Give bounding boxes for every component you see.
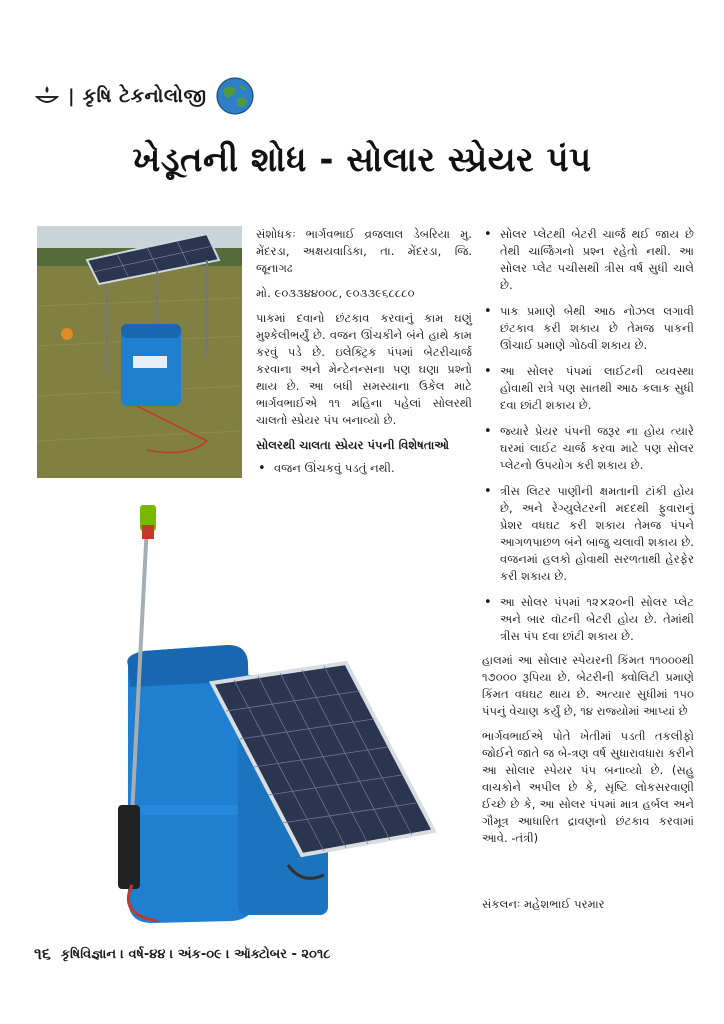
feature-item: • આ સોલર પંપમાં લાઈટની વ્યવસ્થા હોવાથી રાત્રે પણ સાતથી આઠ કલાક સુધી દવા છાંટી શકાય છે. (482, 363, 694, 414)
page-footer (34, 944, 694, 964)
features-list-right (482, 226, 694, 645)
section-header (34, 74, 255, 118)
feature-item: • જ્યારે પ્રેયર પંપની જરૂર ના હોય ત્યારે ઘરમાં લાઈટ ચાર્જ કરવા માટે પણ સોલર પ્લેટનો ઉપયોગ કરી શકાય છે. (482, 423, 694, 474)
compiler-credit: સંકલનઃ મહેશભાઈ પરમાર (482, 897, 605, 911)
globe-icon (215, 76, 255, 116)
features-heading: સોલરથી ચાલતા સ્પ્રેયર પંપની વિશેષતાઓ (256, 438, 450, 452)
section-label: કૃષિ ટેકનોલોજી (82, 85, 207, 107)
publication-info: કૃષિવિજ્ઞાન । વર્ષ-૪૪ । અંક-૦૯ । ઑક્ટોબર - ૨૦૧૮ (60, 946, 331, 962)
researcher-info: સંશોધકઃ ભાર્ગવભાઈ વ્રજલાલ ડેબરિયા મુ. મેંદરડા, અક્ષયવાડિકા, તા. મેંદરડા, જિ. જૂનાગઢ (256, 227, 472, 275)
header-separator: | (68, 85, 75, 107)
field-photo (37, 226, 242, 478)
price-paragraph: હાલમાં આ સોલાર સ્પેયરની કિંમત ૧૧૦૦૦થી ૧૭૦૦૦ રૂપિયા છે. બેટરીની ક્વોલિટી પ્રમાણે કિંમત વધઘટ થાય છે. અત્યાર સુધીમાં ૧૫૦ પંપનું વેચાણ કર્યું છે, ૧૪ રાજ્યોમાં આપ્યાં છે (482, 653, 694, 718)
intro-paragraph: પાકમાં દવાનો છંટકાવ કરવાનું કામ ઘણું મુશ્કેલીભર્યું છે. વજન ઊંચકીને બંને હાથે કામ કરવું પડે છે. ઇલેક્ટ્રિક પંપમાં બેટરીચાર્જ કરવાના અને મેન્ટેનન્સના પણ ઘણા પ્રશ્નો થાય છે. આ બધી સમસ્યાના ઉકેલ માટે ભાર્ગવભાઈએ ૧૧ મહિના પહેલાં સોલરથી ચાલતો સ્પ્રેયર પંપ બનાવ્યો છે. (256, 311, 472, 427)
intro-column (256, 226, 472, 486)
article-title: ખેડૂતની શોધ - સોલાર સ્પ્રેયર પંપ (132, 140, 592, 180)
closing-paragraph: ભાર્ગવભાઈએ પોતે ખેતીમાં પડતી તકલીફો જોઈને જાતે જ બે-ત્રણ વર્ષ સુધારાવધારા કરીને આ સોલાર સ્પેયર પંપ બનાવ્યો છે. (સહુ વાચકોને અપીલ છે કે, સૃષ્ટિ લોકસરવાણી ઈચ્છે છે કે, આ સોલર પંપમાં માત્ર હર્બલ અને ગૌમૂત્ર આધારિત દ્રાવણનો છંટકાવ કરવામાં આવે. -તંત્રી) (482, 729, 694, 845)
phone-numbers: મો. ૯૦૩૩૪૪૦૦૮, ૯૦૩૩૯૬૮૮૮૦ (256, 286, 415, 300)
page-number: ૧૬ (34, 944, 51, 963)
diya-lamp-icon (34, 83, 60, 109)
feature-item: • સોલર પ્લેટથી બેટરી ચાર્જ થઈ જાય છે તેથી ચાર્જિંગનો પ્રશ્ન રહેતો નથી. આ સોલર પ્લેટ પચીસથી ત્રીસ વર્ષ સુધી ચાલે છે. (482, 226, 694, 294)
closing-column (482, 652, 694, 855)
feature-item: • આ સોલર પંપમાં ૧૨×૨૦ની સોલર પ્લેટ અને બાર વૉટની બેટરી હોય છે. તેમાંથી ત્રીસ પંપ દવા છાંટી શકાય છે. (482, 594, 694, 645)
feature-item: • ત્રીસ લિટર પાણીની ક્ષમતાની ટાંકી હોય છે, અને રેગ્યુલેટરની મદદથી ફુવારાનું પ્રેશર વધઘટ કરી શકાય તેમજ પંપને આગળપાછળ બંને બાજુ ચલાવી શકાય છે. વજનમાં હલકો હોવાથી સરળતાથી હેરફેર કરી શકાય છે. (482, 483, 694, 585)
features-list-left (256, 460, 472, 477)
feature-item: • વજન ઊંચકવું પડતું નથી. (256, 460, 472, 477)
sprayer-photo (88, 505, 436, 925)
feature-item: • પાક પ્રમાણે બેથી આઠ નોઝલ લગાવી છંટકાવ કરી શકાય છે તેમજ પાકની ઊંચાઈ પ્રમાણે ગોઠવી શકાય છે. (482, 303, 694, 354)
features-column (482, 226, 694, 654)
